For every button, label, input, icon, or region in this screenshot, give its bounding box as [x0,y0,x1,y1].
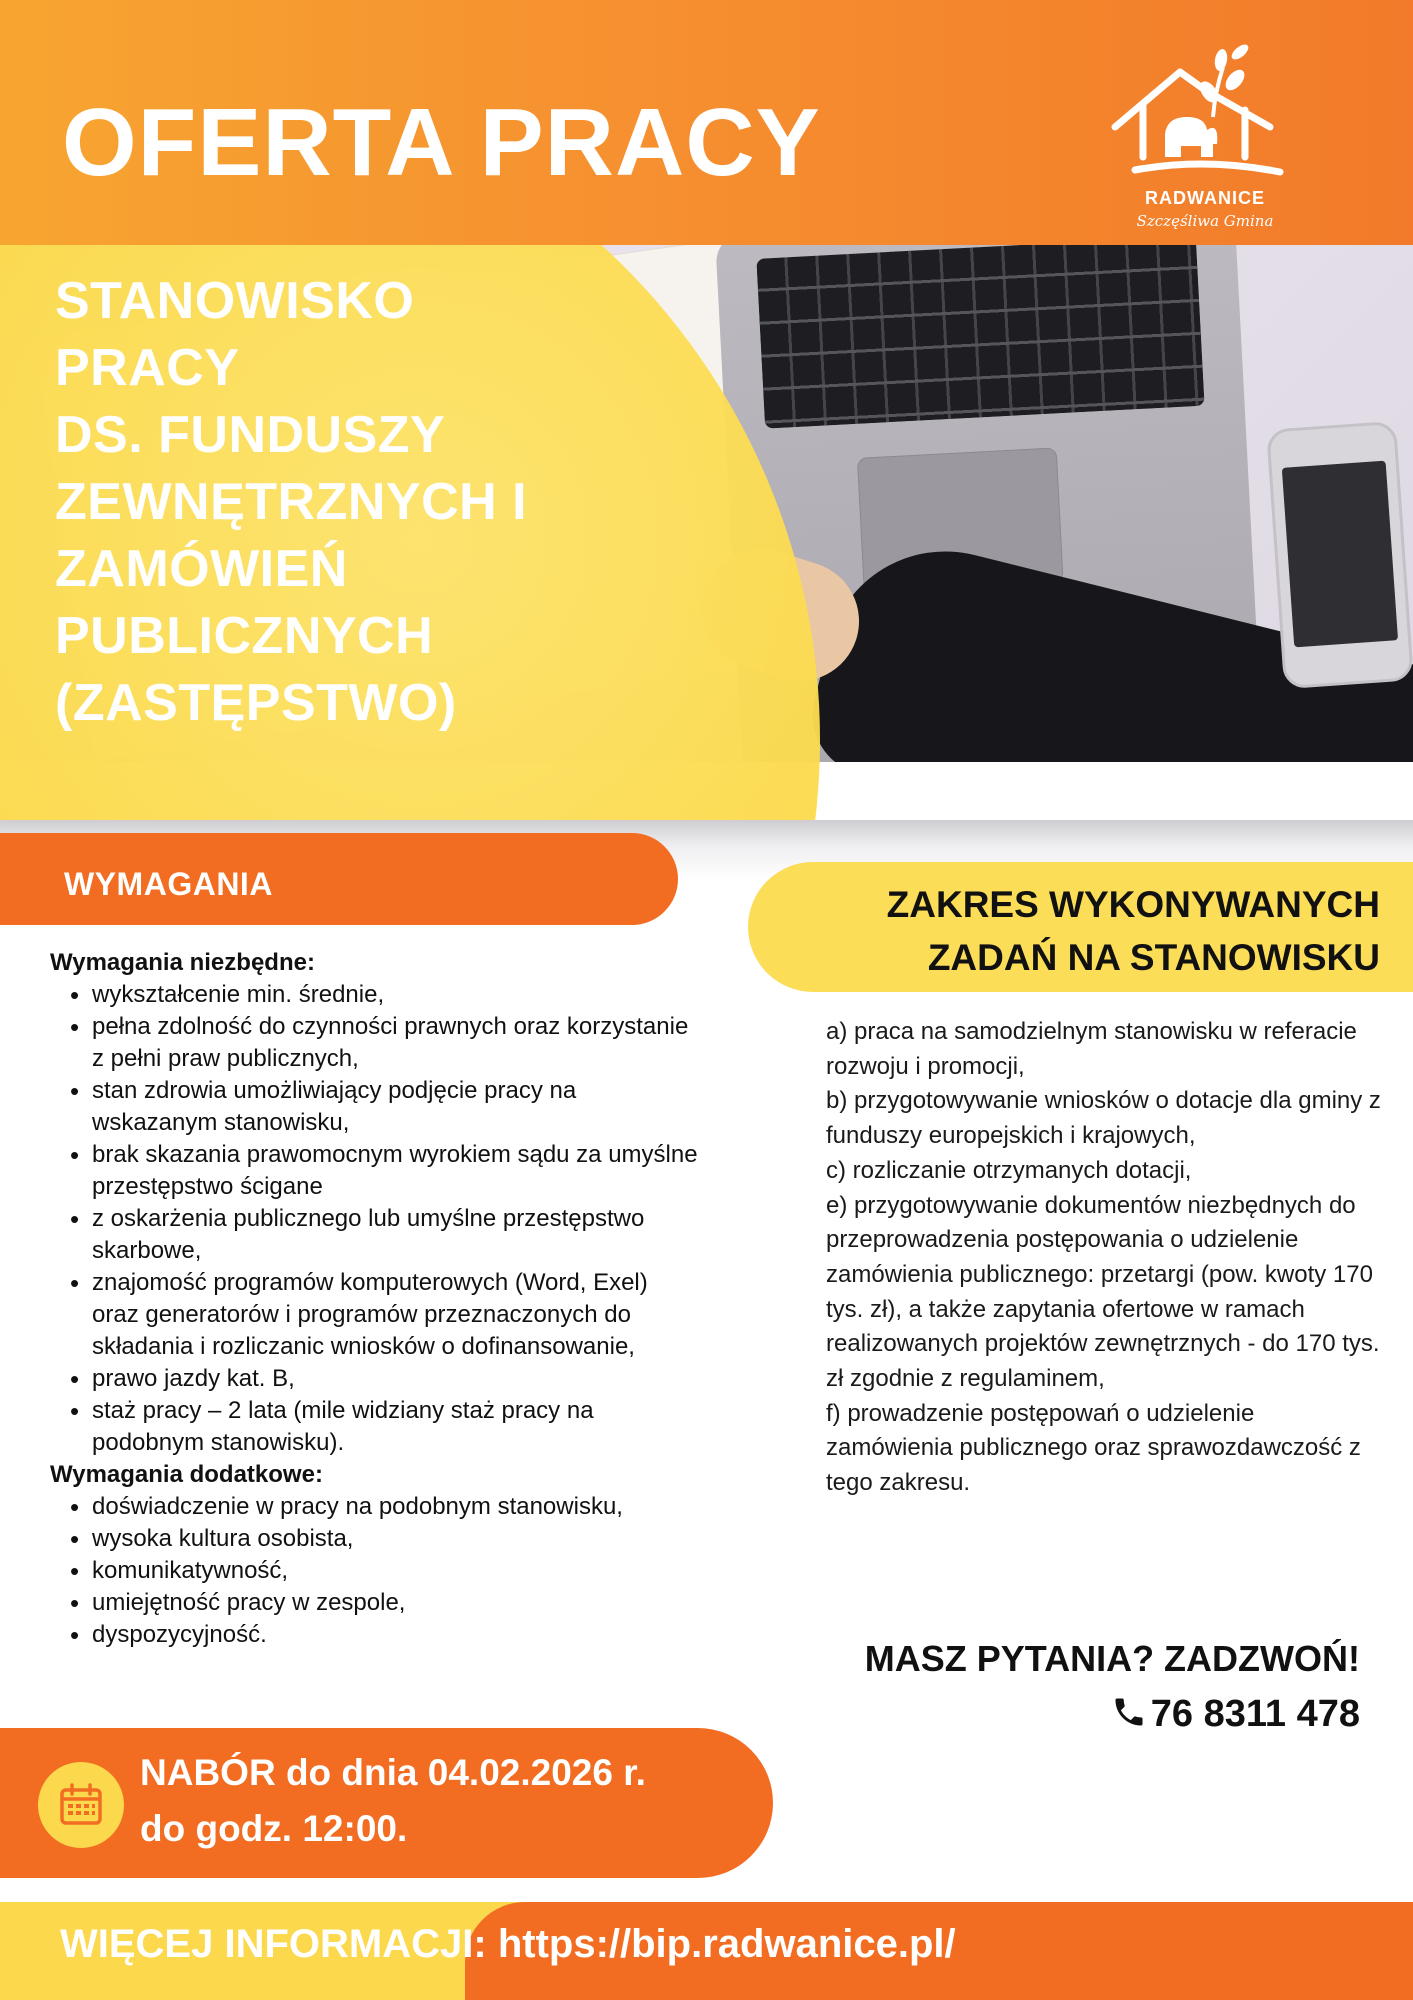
scope-item: e) przygotowywanie dokumentów niezbędnych do przeprowadzenia postępowania o udzielenie zamówienia publicznego: przetargi (pow. kwoty 170 tys. zł), a także zapytania ofertowe w ramach realizowanych projektów zewnętrznych - do 170 tys. zł zgodnie z regulaminem, [826,1191,1380,1393]
page-title: OFERTA PRACY [62,89,821,196]
requirements-list [50,947,700,1651]
phone-icon [1111,1694,1147,1730]
sprout-icon [1196,42,1250,117]
scope-item: b) przygotowywanie wniosków o dotacje dla gminy z funduszy europejskich i krajowych, [826,1087,1381,1150]
calendar-icon [57,1781,105,1829]
footer-info [60,1922,956,1967]
position-title: STANOWISKO PRACY DS. FUNDUSZY ZEWNĘTRZNYCH I ZAMÓWIEŃ PUBLICZNYCH (ZASTĘPSTWO) [55,272,528,732]
additional-list [50,1491,700,1651]
elephant-icon [1165,117,1217,157]
list-item: • umiejętność pracy w zespole, [50,1587,700,1619]
requirements-title: WYMAGANIA [64,866,273,902]
radwanice-logo [1095,22,1315,242]
scope-item: f) prowadzenie postępowań o udzielenie zamówienia publicznego oraz sprawozdawczość z tego zakresu. [826,1399,1361,1497]
list-item: • z oskarżenia publicznego lub umyślne przestępstwo skarbowe, [50,1203,700,1267]
list-item: • staż pracy – 2 lata (mile widziany staż pracy na podobnym stanowisku). [50,1395,700,1459]
list-item: • komunikatywność, [50,1555,700,1587]
additional-heading: Wymagania dodatkowe: [50,1461,323,1488]
deadline-text: NABÓR do dnia 04.02.2026 r. do godz. 12:00. [140,1752,646,1849]
list-item: • wykształcenie min. średnie, [50,979,700,1011]
list-item: • znajomość programów komputerowych (Word, Exel) oraz generatorów i programów przeznaczonych do składania i rozliczanic wniosków o dofinansowanie, [50,1267,700,1363]
list-item: • prawo jazdy kat. B, [50,1363,700,1395]
scope-item: c) rozliczanie otrzymanych dotacji, [826,1156,1192,1184]
contact-phone[interactable] [800,1693,1360,1736]
essential-heading: Wymagania niezbędne: [50,949,315,976]
list-item: • wysoka kultura osobista, [50,1523,700,1555]
logo-subtitle: Szczęśliwa Gmina [1136,212,1274,230]
list-item: • doświadczenie w pracy na podobnym stanowisku, [50,1491,700,1523]
list-item: • pełna zdolność do czynności prawnych oraz korzystanie z pełni praw publicznych, [50,1011,700,1075]
scope-item: a) praca na samodzielnym stanowisku w referacie rozwoju i promocji, [826,1018,1357,1080]
scope-list [826,1015,1386,1501]
list-item: • dyspozycyjność. [50,1619,700,1651]
list-item: • stan zdrowia umożliwiający podjęcie pracy na wskazanym stanowisku, [50,1075,700,1139]
scope-title: ZAKRES WYKONYWANYCH ZADAŃ NA STANOWISKU [886,884,1380,978]
footer-label: WIĘCEJ INFORMACJI: [60,1922,487,1966]
footer-link[interactable]: https://bip.radwanice.pl/ [497,1922,956,1966]
list-item: • brak skazania prawomocnym wyrokiem sądu za umyślne przestępstwo ścigane [50,1139,700,1203]
phone-number: 76 8311 478 [1150,1693,1360,1735]
contact-question: MASZ PYTANIA? ZADZWOŃ! [864,1638,1360,1679]
essential-list [50,979,700,1459]
logo-name: RADWANICE [1145,188,1265,208]
